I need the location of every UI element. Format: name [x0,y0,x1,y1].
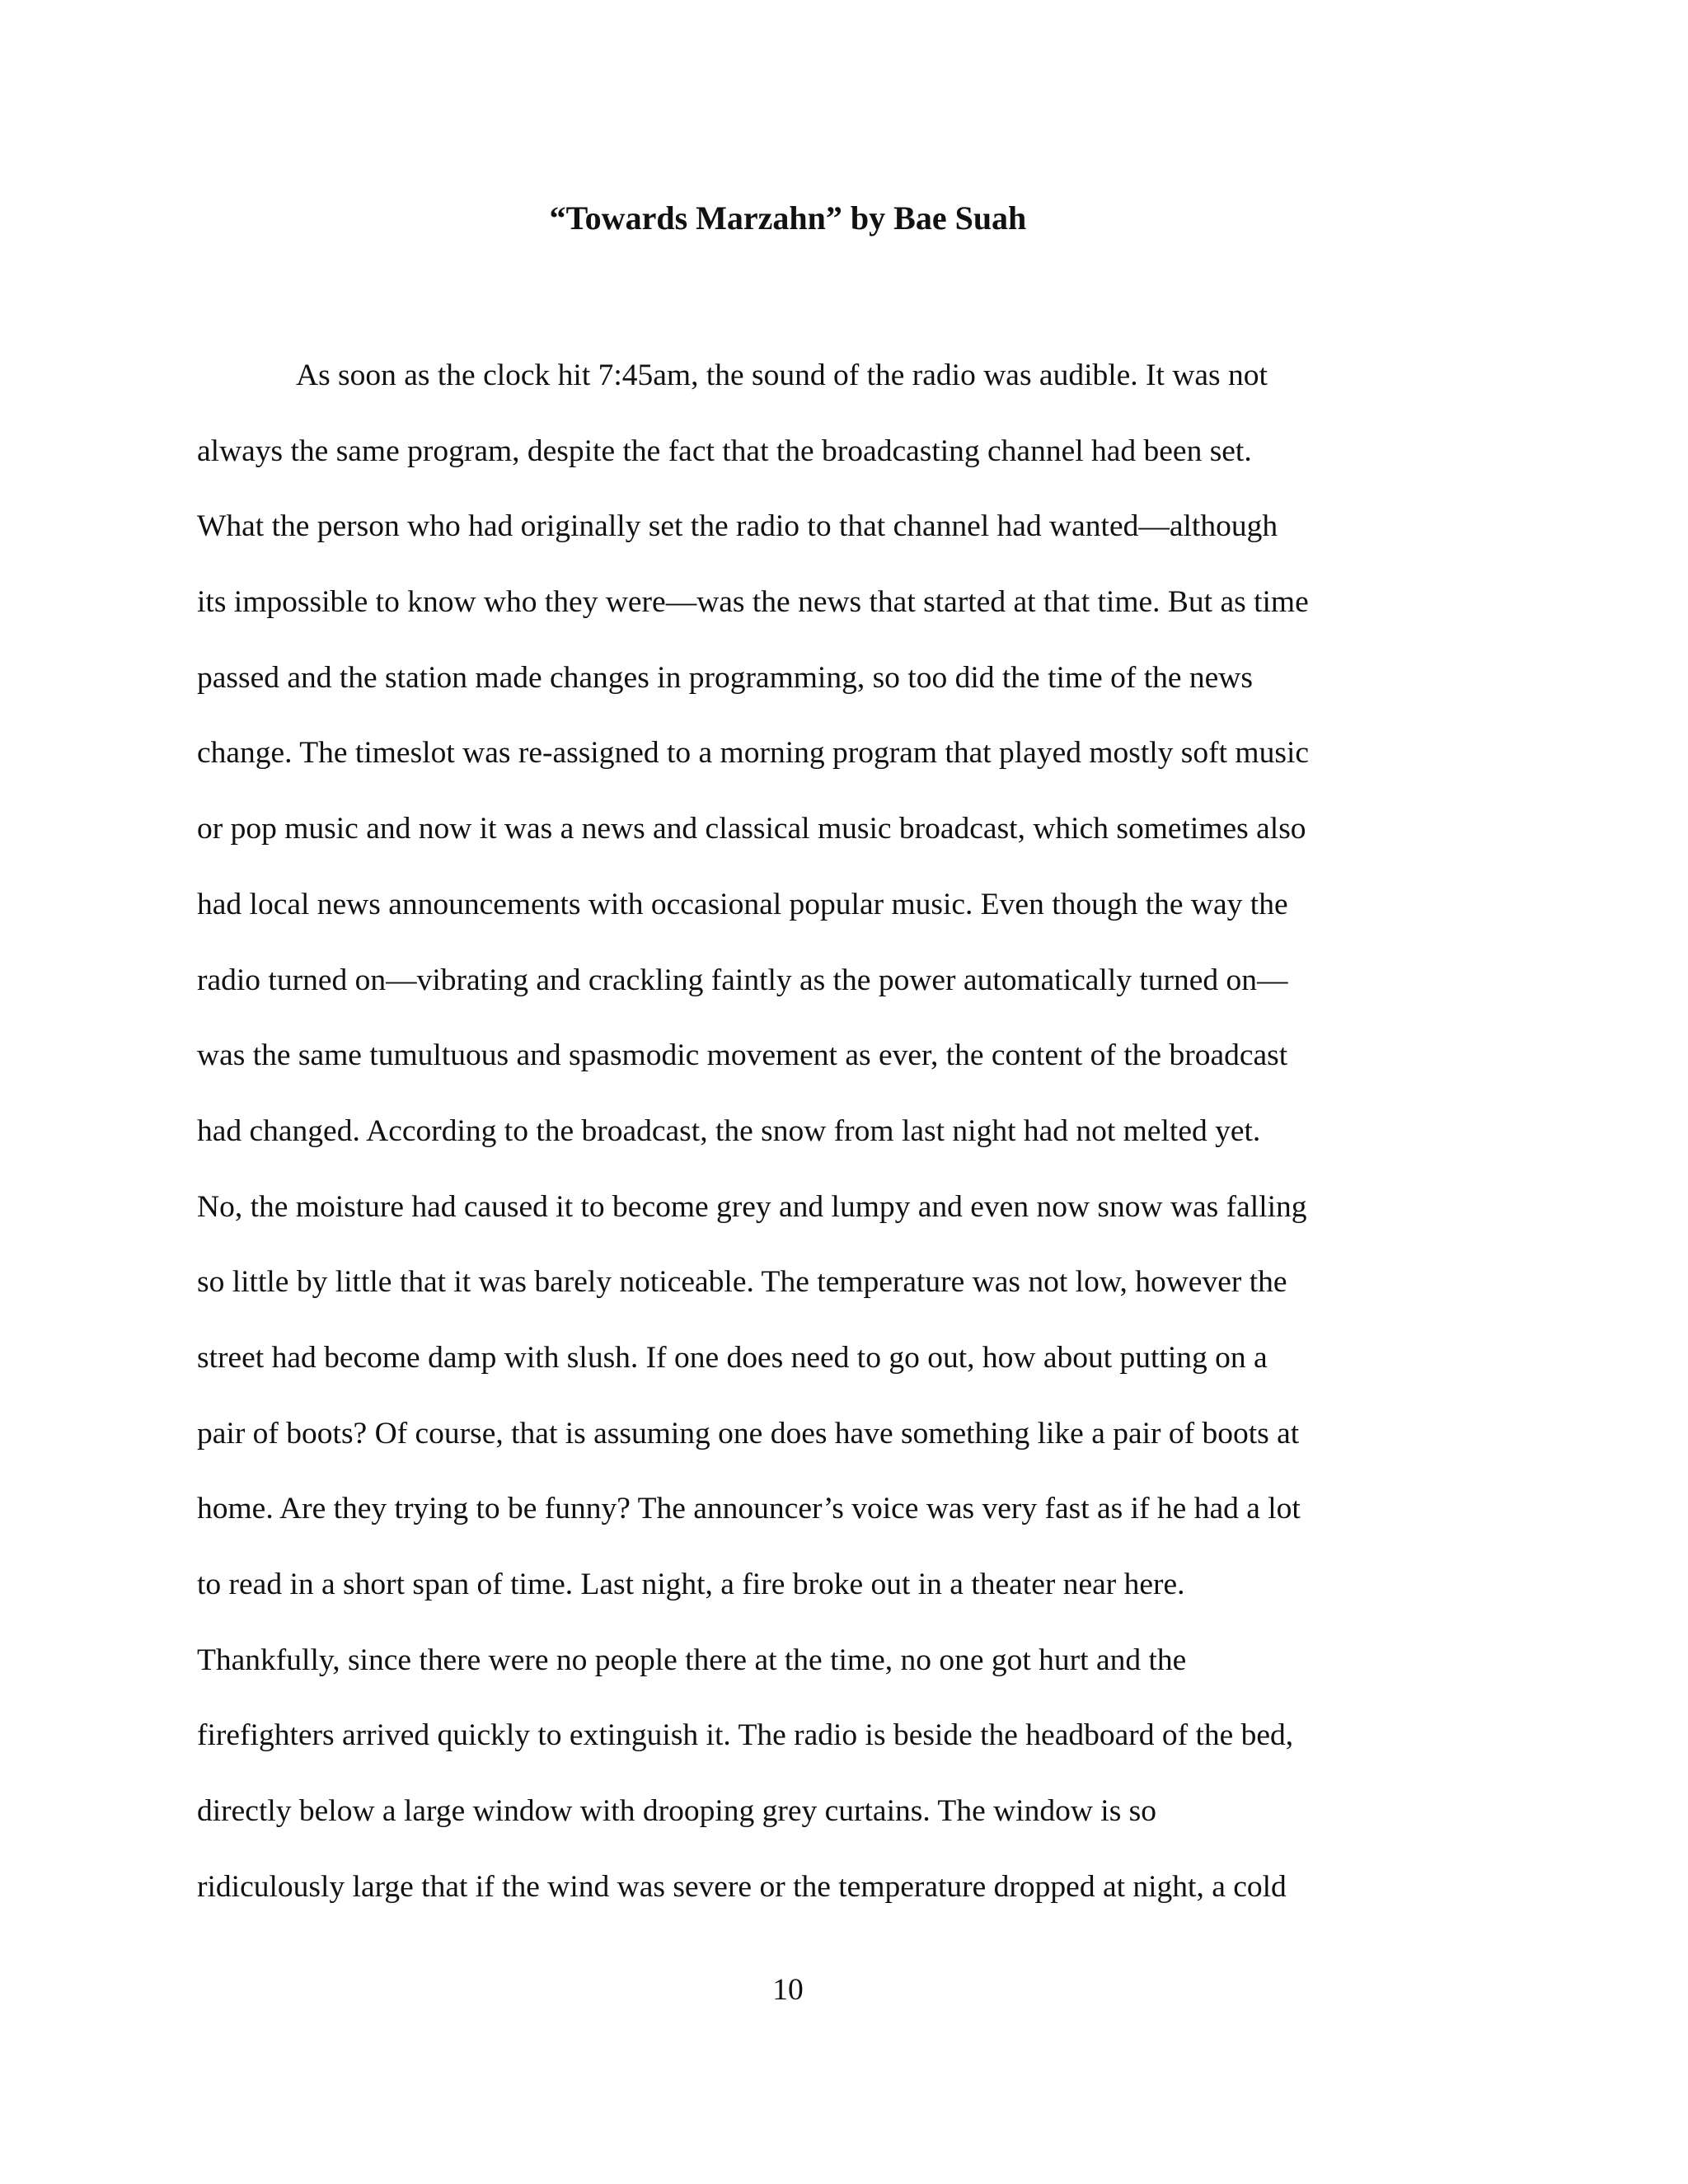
text-line: No, the moisture had caused it to become grey and lumpy and even now snow was falling [197,1189,1307,1224]
text-line: passed and the station made changes in programming, so too did the time of the news [197,660,1253,695]
text-line: Thankfully, since there were no people there at the time, no one got hurt and the [197,1643,1187,1677]
text-line: or pop music and now it was a news and classical music broadcast, which sometimes also [197,812,1306,846]
text-line: ridiculously large that if the wind was severe or the temperature dropped at night, a cold [197,1869,1287,1904]
document-title: “Towards Marzahn” by Bae Suah [549,199,1027,237]
text-line: to read in a short span of time. Last night, a fire broke out in a theater near here. [197,1568,1185,1601]
text-line: its impossible to know who they were—was the news that started at that time. But as time [197,585,1309,620]
text-line: had changed. According to the broadcast, the snow from last night had not melted yet. [197,1113,1261,1148]
text-line: directly below a large window with drooping grey curtains. The window is so [197,1794,1157,1829]
text-line: firefighters arrived quickly to extinguish it. The radio is beside the headboard of the bed, [197,1718,1294,1753]
text-line: home. Are they trying to be funny? The announcer’s voice was very fast as if he had a lot [197,1492,1301,1526]
text-line: As soon as the clock hit 7:45am, the sound of the radio was audible. It was not [296,359,1268,392]
text-line: so little by little that it was barely noticeable. The temperature was not low, however the [197,1265,1287,1300]
text-line: street had become damp with slush. If one does need to go out, how about putting on a [197,1340,1268,1375]
text-line: pair of boots? Of course, that is assuming one does have something like a pair of boots at [197,1416,1300,1451]
text-line: change. The timeslot was re-assigned to a morning program that played mostly soft music [197,736,1310,771]
text-line: was the same tumultuous and spasmodic movement as ever, the content of the broadcast [197,1038,1288,1073]
page-number: 10 [772,1973,804,2007]
text-line: What the person who had originally set the radio to that channel had wanted—although [197,509,1278,544]
text-line: had local news announcements with occasional popular music. Even though the way the [197,887,1288,921]
text-line: always the same program, despite the fact that the broadcasting channel had been set. [197,434,1252,468]
text-line: radio turned on—vibrating and crackling faintly as the power automatically turned on— [197,963,1288,997]
body-text [197,351,1417,1938]
